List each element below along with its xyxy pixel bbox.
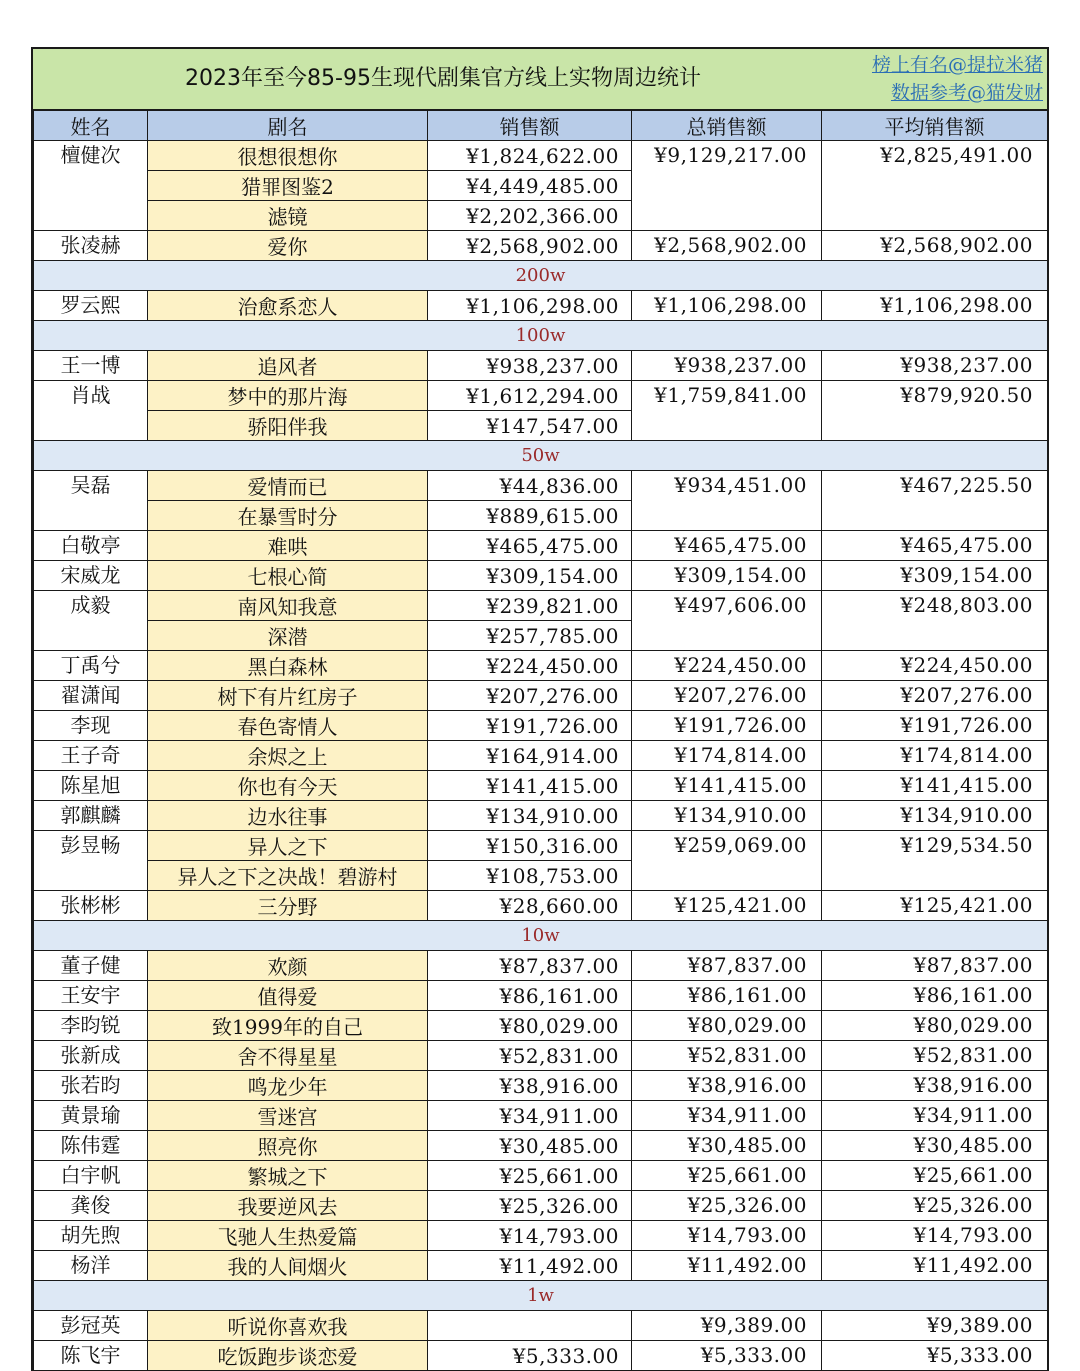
table-row	[34, 141, 1048, 171]
drama-title-cell[interactable]: 骄阳伴我	[148, 411, 428, 441]
sales-cell[interactable]: ¥11,492.00	[428, 1251, 632, 1281]
actor-name-cell[interactable]: 董子健	[34, 951, 148, 981]
actor-name-cell[interactable]: 李昀锐	[34, 1011, 148, 1041]
sheet-title: 2023年至今85-95生现代剧集官方线上实物周边统计	[185, 66, 701, 91]
actor-name-cell[interactable]: 张凌赫	[34, 231, 148, 261]
average-sales-cell[interactable]: ¥34,911.00	[822, 1101, 1048, 1131]
drama-title-cell[interactable]: 异人之下	[148, 831, 428, 861]
sales-cell[interactable]: ¥239,821.00	[428, 591, 632, 621]
actor-name-cell[interactable]: 檀健次	[34, 141, 148, 231]
table-row	[34, 771, 1048, 801]
average-sales-cell[interactable]: ¥9,389.00	[822, 1311, 1048, 1341]
drama-title-cell[interactable]: 树下有片红房子	[148, 681, 428, 711]
drama-title-cell[interactable]: 在暴雪时分	[148, 501, 428, 531]
column-header-average[interactable]: 平均销售额	[822, 111, 1048, 141]
drama-title-cell[interactable]: 很想很想你	[148, 141, 428, 171]
drama-title-cell[interactable]: 我的人间烟火	[148, 1251, 428, 1281]
sales-cell[interactable]: ¥34,911.00	[428, 1101, 632, 1131]
table-row	[34, 291, 1048, 321]
average-sales-cell[interactable]: ¥38,916.00	[822, 1071, 1048, 1101]
total-sales-cell[interactable]: ¥30,485.00	[632, 1131, 822, 1161]
drama-title-cell[interactable]: 我要逆风去	[148, 1191, 428, 1221]
sales-cell[interactable]: ¥164,914.00	[428, 741, 632, 771]
sales-cell[interactable]: ¥14,793.00	[428, 1221, 632, 1251]
drama-title-cell[interactable]: 欢颜	[148, 951, 428, 981]
sales-cell[interactable]: ¥1,106,298.00	[428, 291, 632, 321]
total-sales-cell[interactable]: ¥25,326.00	[632, 1191, 822, 1221]
total-sales-cell[interactable]: ¥2,568,902.00	[632, 231, 822, 261]
total-sales-cell[interactable]: ¥80,029.00	[632, 1011, 822, 1041]
column-header-drama[interactable]: 剧名	[148, 111, 428, 141]
drama-title-cell[interactable]: 爱你	[148, 231, 428, 261]
sales-cell[interactable]: ¥938,237.00	[428, 351, 632, 381]
total-sales-cell[interactable]: ¥191,726.00	[632, 711, 822, 741]
actor-name-cell[interactable]: 罗云熙	[34, 291, 148, 321]
drama-title-cell[interactable]: 难哄	[148, 531, 428, 561]
average-sales-cell[interactable]: ¥879,920.50	[822, 381, 1048, 441]
drama-title-cell[interactable]: 值得爱	[148, 981, 428, 1011]
table-row	[34, 1191, 1048, 1221]
total-sales-cell[interactable]: ¥309,154.00	[632, 561, 822, 591]
total-sales-cell[interactable]: ¥86,161.00	[632, 981, 822, 1011]
table-row	[34, 351, 1048, 381]
header-row	[34, 111, 1048, 141]
actor-name-cell[interactable]: 王一博	[34, 351, 148, 381]
table-row	[34, 951, 1048, 981]
average-sales-cell[interactable]: ¥87,837.00	[822, 951, 1048, 981]
sales-cell[interactable]: ¥147,547.00	[428, 411, 632, 441]
average-sales-cell[interactable]: ¥52,831.00	[822, 1041, 1048, 1071]
actor-name-cell[interactable]: 龚俊	[34, 1191, 148, 1221]
tier-label: 50w	[34, 441, 1048, 471]
table-row	[34, 891, 1048, 921]
tier-separator-row	[34, 321, 1048, 351]
table-row	[34, 981, 1048, 1011]
drama-title-cell[interactable]: 三分野	[148, 891, 428, 921]
actor-name-cell[interactable]: 翟潇闻	[34, 681, 148, 711]
table-row	[34, 1161, 1048, 1191]
total-sales-cell[interactable]: ¥87,837.00	[632, 951, 822, 981]
tier-separator-row	[34, 261, 1048, 291]
actor-name-cell[interactable]: 张若昀	[34, 1071, 148, 1101]
sales-cell[interactable]: ¥465,475.00	[428, 531, 632, 561]
average-sales-cell[interactable]: ¥174,814.00	[822, 741, 1048, 771]
tier-label: 100w	[34, 321, 1048, 351]
actor-name-cell[interactable]: 陈伟霆	[34, 1131, 148, 1161]
credit-link-2[interactable]: 数据参考@猫发财	[890, 82, 1043, 104]
table-row	[34, 1101, 1048, 1131]
table-row	[34, 831, 1048, 861]
table-row	[34, 561, 1048, 591]
drama-title-cell[interactable]: 追风者	[148, 351, 428, 381]
total-sales-cell[interactable]: ¥174,814.00	[632, 741, 822, 771]
drama-title-cell[interactable]: 深潜	[148, 621, 428, 651]
total-sales-cell[interactable]: ¥497,606.00	[632, 591, 822, 651]
actor-name-cell[interactable]: 郭麒麟	[34, 801, 148, 831]
average-sales-cell[interactable]: ¥80,029.00	[822, 1011, 1048, 1041]
table-row	[34, 801, 1048, 831]
total-sales-cell[interactable]: ¥25,661.00	[632, 1161, 822, 1191]
average-sales-cell[interactable]: ¥129,534.50	[822, 831, 1048, 891]
average-sales-cell[interactable]: ¥30,485.00	[822, 1131, 1048, 1161]
actor-name-cell[interactable]: 彭昱畅	[34, 831, 148, 891]
average-sales-cell[interactable]: ¥125,421.00	[822, 891, 1048, 921]
average-sales-cell[interactable]: ¥207,276.00	[822, 681, 1048, 711]
drama-title-cell[interactable]: 春色寄情人	[148, 711, 428, 741]
total-sales-cell[interactable]: ¥207,276.00	[632, 681, 822, 711]
average-sales-cell[interactable]: ¥141,415.00	[822, 771, 1048, 801]
table-row	[34, 591, 1048, 621]
sales-cell[interactable]: ¥5,333.00	[428, 1341, 632, 1371]
total-sales-cell[interactable]: ¥1,106,298.00	[632, 291, 822, 321]
drama-title-cell[interactable]: 梦中的那片海	[148, 381, 428, 411]
table-row	[34, 381, 1048, 411]
title-row	[33, 49, 1047, 110]
average-sales-cell[interactable]: ¥1,106,298.00	[822, 291, 1048, 321]
sales-cell[interactable]: ¥25,326.00	[428, 1191, 632, 1221]
table-row	[34, 741, 1048, 771]
drama-title-cell[interactable]: 余烬之上	[148, 741, 428, 771]
sales-cell[interactable]: ¥224,450.00	[428, 651, 632, 681]
table-row	[34, 1251, 1048, 1281]
sales-cell[interactable]: ¥30,485.00	[428, 1131, 632, 1161]
total-sales-cell[interactable]: ¥934,451.00	[632, 471, 822, 531]
total-sales-cell[interactable]: ¥38,916.00	[632, 1071, 822, 1101]
table-row	[34, 531, 1048, 561]
average-sales-cell[interactable]: ¥2,825,491.00	[822, 141, 1048, 231]
sales-cell[interactable]: ¥309,154.00	[428, 561, 632, 591]
table-row	[34, 471, 1048, 501]
drama-title-cell[interactable]: 舍不得星星	[148, 1041, 428, 1071]
table-body	[34, 141, 1048, 1371]
total-sales-cell[interactable]: ¥5,333.00	[632, 1341, 822, 1371]
average-sales-cell[interactable]: ¥86,161.00	[822, 981, 1048, 1011]
drama-title-cell[interactable]: 听说你喜欢我	[148, 1311, 428, 1341]
drama-title-cell[interactable]: 七根心简	[148, 561, 428, 591]
actor-name-cell[interactable]: 吴磊	[34, 471, 148, 531]
table-row	[34, 1041, 1048, 1071]
average-sales-cell[interactable]: ¥465,475.00	[822, 531, 1048, 561]
table-row	[34, 1131, 1048, 1161]
sales-sheet	[31, 47, 1049, 1371]
drama-title-cell[interactable]: 边水往事	[148, 801, 428, 831]
sales-cell[interactable]: ¥150,316.00	[428, 831, 632, 861]
sales-cell[interactable]: ¥28,660.00	[428, 891, 632, 921]
credit-link-1[interactable]: 榜上有名@提拉米猪	[871, 54, 1043, 76]
actor-name-cell[interactable]: 丁禹兮	[34, 651, 148, 681]
drama-title-cell[interactable]: 猎罪图鉴2	[148, 171, 428, 201]
sales-cell[interactable]: ¥141,415.00	[428, 771, 632, 801]
total-sales-cell[interactable]: ¥134,910.00	[632, 801, 822, 831]
table-row	[34, 1221, 1048, 1251]
sales-cell[interactable]: ¥207,276.00	[428, 681, 632, 711]
sales-cell[interactable]: ¥889,615.00	[428, 501, 632, 531]
actor-name-cell[interactable]: 张新成	[34, 1041, 148, 1071]
average-sales-cell[interactable]: ¥938,237.00	[822, 351, 1048, 381]
sales-cell[interactable]: ¥108,753.00	[428, 861, 632, 891]
actor-name-cell[interactable]: 王子奇	[34, 741, 148, 771]
average-sales-cell[interactable]: ¥467,225.50	[822, 471, 1048, 531]
drama-title-cell[interactable]: 你也有今天	[148, 771, 428, 801]
total-sales-cell[interactable]: ¥125,421.00	[632, 891, 822, 921]
average-sales-cell[interactable]: ¥2,568,902.00	[822, 231, 1048, 261]
column-header-name[interactable]: 姓名	[34, 111, 148, 141]
drama-title-cell[interactable]: 照亮你	[148, 1131, 428, 1161]
drama-title-cell[interactable]: 飞驰人生热爱篇	[148, 1221, 428, 1251]
sales-cell[interactable]: ¥1,612,294.00	[428, 381, 632, 411]
sales-cell[interactable]: ¥1,824,622.00	[428, 141, 632, 171]
actor-name-cell[interactable]: 宋威龙	[34, 561, 148, 591]
total-sales-cell[interactable]: ¥34,911.00	[632, 1101, 822, 1131]
total-sales-cell[interactable]: ¥224,450.00	[632, 651, 822, 681]
total-sales-cell[interactable]: ¥465,475.00	[632, 531, 822, 561]
average-sales-cell[interactable]: ¥25,661.00	[822, 1161, 1048, 1191]
total-sales-cell[interactable]: ¥9,129,217.00	[632, 141, 822, 231]
tier-separator-row	[34, 921, 1048, 951]
tier-label: 200w	[34, 261, 1048, 291]
table-row	[34, 231, 1048, 261]
total-sales-cell[interactable]: ¥9,389.00	[632, 1311, 822, 1341]
average-sales-cell[interactable]: ¥14,793.00	[822, 1221, 1048, 1251]
sales-cell[interactable]: ¥25,661.00	[428, 1161, 632, 1191]
sales-cell[interactable]: ¥191,726.00	[428, 711, 632, 741]
actor-name-cell[interactable]: 白宇帆	[34, 1161, 148, 1191]
total-sales-cell[interactable]: ¥14,793.00	[632, 1221, 822, 1251]
table-row	[34, 651, 1048, 681]
table-row	[34, 1011, 1048, 1041]
actor-name-cell[interactable]: 胡先煦	[34, 1221, 148, 1251]
table-row	[34, 1341, 1048, 1371]
sales-cell[interactable]: ¥4,449,485.00	[428, 171, 632, 201]
table-row	[34, 1071, 1048, 1101]
drama-title-cell[interactable]: 鸣龙少年	[148, 1071, 428, 1101]
total-sales-cell[interactable]: ¥52,831.00	[632, 1041, 822, 1071]
column-header-total[interactable]: 总销售额	[632, 111, 822, 141]
tier-label: 1w	[34, 1281, 1048, 1311]
drama-title-cell[interactable]: 繁城之下	[148, 1161, 428, 1191]
sales-table	[33, 110, 1048, 1371]
total-sales-cell[interactable]: ¥938,237.00	[632, 351, 822, 381]
tier-separator-row	[34, 1281, 1048, 1311]
sales-cell[interactable]: ¥134,910.00	[428, 801, 632, 831]
sales-cell[interactable]: ¥80,029.00	[428, 1011, 632, 1041]
drama-title-cell[interactable]: 吃饭跑步谈恋爱	[148, 1341, 428, 1371]
actor-name-cell[interactable]: 张彬彬	[34, 891, 148, 921]
actor-name-cell[interactable]: 肖战	[34, 381, 148, 441]
drama-title-cell[interactable]: 雪迷宫	[148, 1101, 428, 1131]
average-sales-cell[interactable]: ¥191,726.00	[822, 711, 1048, 741]
sales-cell[interactable]: ¥52,831.00	[428, 1041, 632, 1071]
sales-cell[interactable]: ¥87,837.00	[428, 951, 632, 981]
actor-name-cell[interactable]: 陈星旭	[34, 771, 148, 801]
sales-cell[interactable]: ¥257,785.00	[428, 621, 632, 651]
actor-name-cell[interactable]: 王安宇	[34, 981, 148, 1011]
sales-cell[interactable]: ¥86,161.00	[428, 981, 632, 1011]
total-sales-cell[interactable]: ¥259,069.00	[632, 831, 822, 891]
average-sales-cell[interactable]: ¥25,326.00	[822, 1191, 1048, 1221]
actor-name-cell[interactable]: 黄景瑜	[34, 1101, 148, 1131]
drama-title-cell[interactable]: 治愈系恋人	[148, 291, 428, 321]
actor-name-cell[interactable]: 李现	[34, 711, 148, 741]
drama-title-cell[interactable]: 滤镜	[148, 201, 428, 231]
column-header-sales[interactable]: 销售额	[428, 111, 632, 141]
drama-title-cell[interactable]: 致1999年的自己	[148, 1011, 428, 1041]
total-sales-cell[interactable]: ¥1,759,841.00	[632, 381, 822, 441]
drama-title-cell[interactable]: 黑白森林	[148, 651, 428, 681]
sales-cell[interactable]: ¥44,836.00	[428, 471, 632, 501]
sales-cell[interactable]: ¥38,916.00	[428, 1071, 632, 1101]
credits	[872, 51, 1043, 107]
average-sales-cell[interactable]: ¥5,333.00	[822, 1341, 1048, 1371]
actor-name-cell[interactable]: 彭冠英	[34, 1311, 148, 1341]
table-row	[34, 681, 1048, 711]
average-sales-cell[interactable]: ¥309,154.00	[822, 561, 1048, 591]
actor-name-cell[interactable]: 成毅	[34, 591, 148, 651]
total-sales-cell[interactable]: ¥11,492.00	[632, 1251, 822, 1281]
total-sales-cell[interactable]: ¥141,415.00	[632, 771, 822, 801]
drama-title-cell[interactable]: 异人之下之决战！碧游村	[148, 861, 428, 891]
table-row	[34, 711, 1048, 741]
drama-title-cell[interactable]: 爱情而已	[148, 471, 428, 501]
average-sales-cell[interactable]: ¥11,492.00	[822, 1251, 1048, 1281]
average-sales-cell[interactable]: ¥248,803.00	[822, 591, 1048, 651]
sales-cell[interactable]: ¥2,202,366.00	[428, 201, 632, 231]
drama-title-cell[interactable]: 南风知我意	[148, 591, 428, 621]
average-sales-cell[interactable]: ¥134,910.00	[822, 801, 1048, 831]
actor-name-cell[interactable]: 白敬亭	[34, 531, 148, 561]
actor-name-cell[interactable]: 杨洋	[34, 1251, 148, 1281]
tier-separator-row	[34, 441, 1048, 471]
actor-name-cell[interactable]: 陈飞宇	[34, 1341, 148, 1371]
sales-cell[interactable]: ¥2,568,902.00	[428, 231, 632, 261]
average-sales-cell[interactable]: ¥224,450.00	[822, 651, 1048, 681]
tier-label: 10w	[34, 921, 1048, 951]
